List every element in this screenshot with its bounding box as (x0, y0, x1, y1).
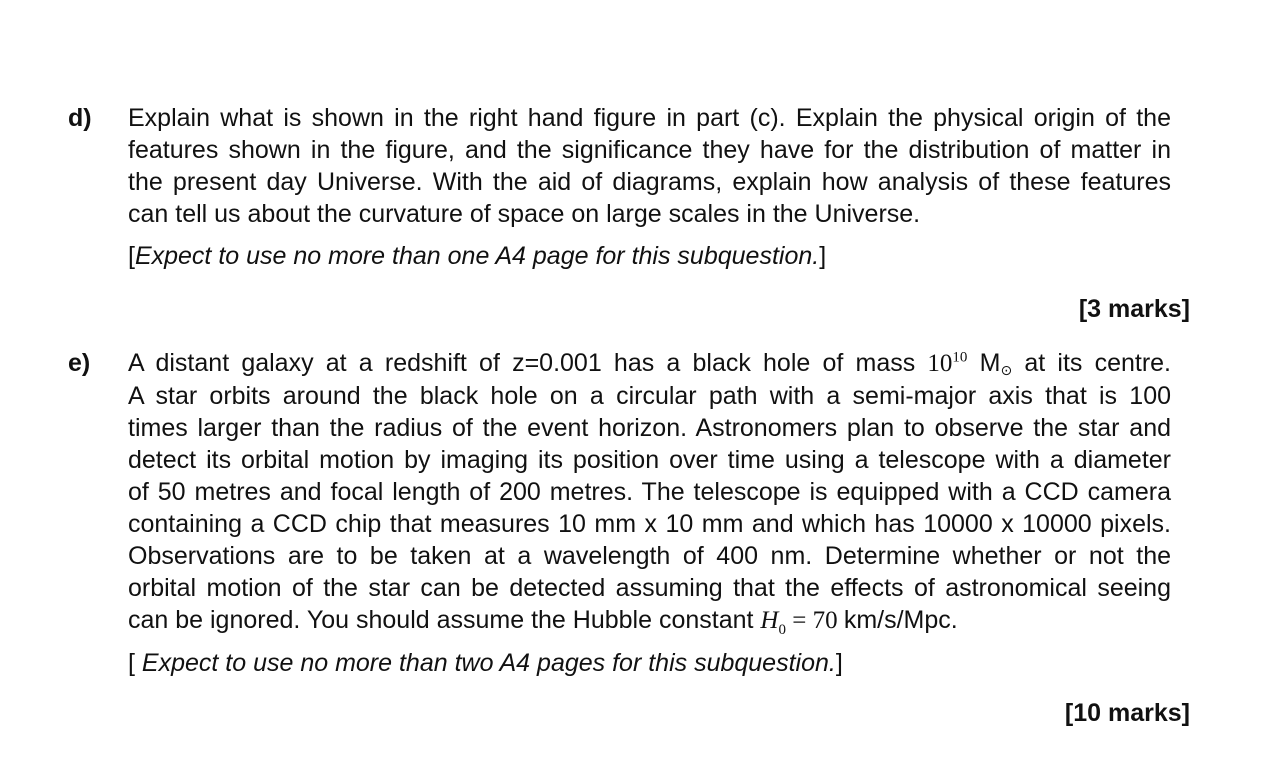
question-e-line: orbital motion of the star can be detected assuming that the effects of astronomical seeing (128, 574, 1171, 602)
question-e-line: A star orbits around the black hole on a circular path with a semi-major axis that is 100 (128, 382, 1171, 410)
question-d-body (128, 102, 1171, 272)
note-open-bracket: [ (128, 649, 142, 677)
question-d-line: features shown in the figure, and the significance they have for the distribution of matter in (128, 136, 1171, 164)
note-close-bracket: ] (819, 242, 827, 270)
question-d-page-note (128, 240, 1171, 272)
question-e-line: Observations are to be taken at a wavelength of 400 nm. Determine whether or not the (128, 542, 1171, 570)
question-d-line: can tell us about the curvature of space on large scales in the Universe. (128, 200, 921, 228)
hubble-unit: km/s/Mpc. (843, 606, 958, 634)
last-line-start: can be ignored. You should assume the Hubble constant (128, 606, 761, 634)
question-d-text (128, 102, 1171, 230)
question-e-line (128, 347, 1171, 380)
question-e-marks: [10 marks] (1064, 699, 1190, 727)
note-open-bracket: [ (128, 242, 135, 270)
question-e-line: detect its orbital motion by imaging its position over time using a telescope with a diameter (128, 446, 1171, 474)
question-e-line: times larger than the radius of the event horizon. Astronomers plan to observe the star and (128, 414, 1171, 442)
line1-start: A distant galaxy at a redshift of z=0.001 has a black hole of mass (128, 349, 928, 377)
hubble-constant: $H_0 = 70$ (760, 607, 844, 638)
note-close-bracket: ] (835, 649, 843, 677)
question-d-line: the present day Universe. With the aid of diagrams, explain how analysis of these features (128, 168, 1171, 196)
question-e-page-note (128, 647, 1171, 679)
question-e-line (128, 604, 1171, 637)
note-text: Expect to use no more than one A4 page for this subquestion. (134, 242, 820, 270)
question-e-label: e) (68, 349, 91, 377)
mass-unit: M (979, 349, 1001, 377)
question-d-label: d) (68, 104, 92, 132)
note-text: Expect to use no more than two A4 pages for this subquestion. (141, 649, 836, 677)
sun-symbol-icon: ⊙ (1000, 363, 1013, 379)
line1-end: at its centre. (1012, 349, 1171, 377)
question-e-line: of 50 metres and focal length of 200 metres. The telescope is equipped with a CCD camera (128, 478, 1171, 506)
question-e-line: containing a CCD chip that measures 10 mm x 10 mm and which has 10000 x 10000 pixels. (128, 510, 1171, 538)
question-d-marks: [3 marks] (1078, 295, 1190, 323)
question-d-line: Explain what is shown in the right hand figure in part (c). Explain the physical origin of the (128, 104, 1171, 132)
question-e-body (128, 347, 1171, 679)
mass-value: $10^{10}$ (927, 349, 968, 377)
question-e-text (128, 347, 1171, 637)
